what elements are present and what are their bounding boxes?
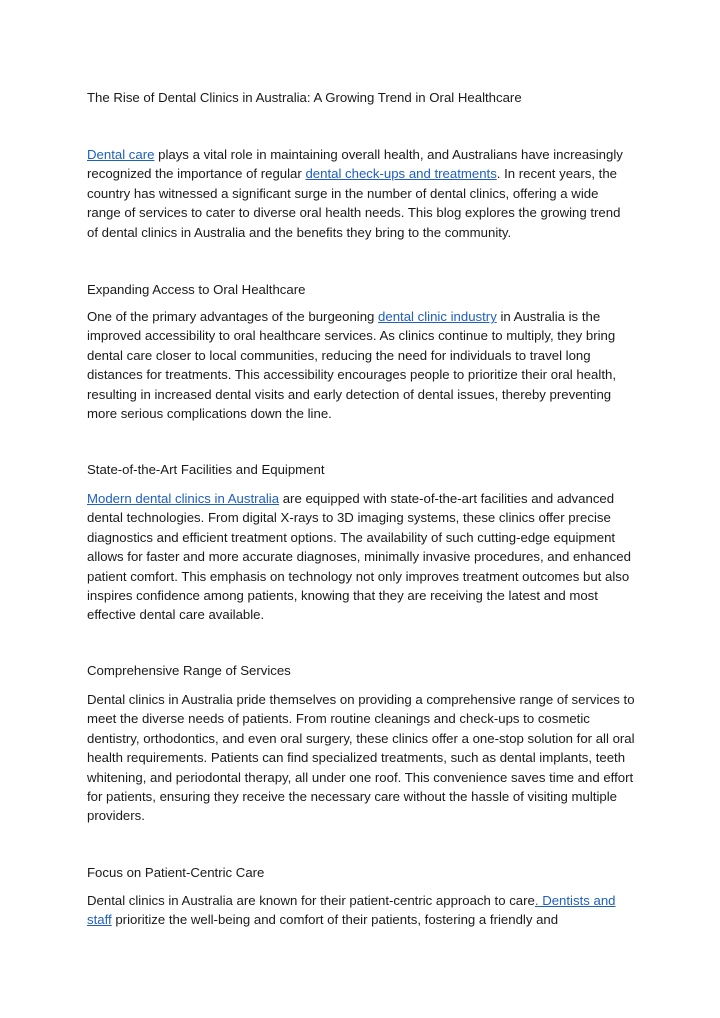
section-paragraph-expanding-access [87,307,635,423]
section4-text-1: Dental clinics in Australia are known for their patient-centric approach to care [87,893,535,908]
section1-text-1: One of the primary advantages of the burgeoning [87,309,379,324]
section3-text-1: Dental clinics in Australia pride themselves on providing a comprehensive range of services to meet the diverse needs of patients. From routine cleanings and check-ups to cosmetic dentistry, orthodontics, and even oral surgery, these clinics offer a one-stop solution for all oral health requirements. Patients can find specialized treatments, such as dental implants, teeth whitening, and periodontal therapy, all under one roof. This convenience saves time and effort for patients, ensuring they receive the necessary care without the hassle of visiting multiple providers. [87,692,635,824]
section1-text-2: in Australia is the improved accessibility to oral healthcare services. As clinics continue to multiply, they bring dental care closer to local communities, reducing the need for individuals to travel long distances for treatments. This accessibility encourages people to prioritize their oral health, resulting in increased dental visits and early detection of dental issues, thereby preventing more serious complications down the line. [87,309,616,422]
intro-paragraph [87,145,635,242]
section-heading-expanding-access: Expanding Access to Oral Healthcare [87,282,306,297]
section-paragraph-patient-care [87,891,635,930]
section4-text-2: prioritize the well-being and comfort of their patients, fostering a friendly and [111,912,559,928]
dentists-and-staff-link[interactable]: . Dentists and staff [87,893,616,928]
section-paragraph-services [87,690,635,826]
dental-care-link[interactable]: Dental care [87,147,155,162]
dental-checkups-link[interactable]: dental check-ups and treatments [305,166,497,182]
section-paragraph-facilities [87,489,635,625]
modern-dental-clinics-link[interactable]: Modern dental clinics in Australia [87,491,280,506]
section-heading-patient-care: Focus on Patient-Centric Care [87,865,265,880]
section-heading-services: Comprehensive Range of Services [87,663,291,678]
dental-clinic-industry-link[interactable]: dental clinic industry [378,309,497,324]
intro-text-2: . In recent years, the country has witnessed a significant surge in the number of dental clinics, offering a wide range of services to cater to diverse oral health needs. This blog explores the growing trend of dental clinics in Australia and the benefits they bring to the community. [87,166,621,240]
intro-text-1: plays a vital role in maintaining overall health, and Australians have increasingly recognized the importance of regular [87,147,623,182]
section-heading-facilities: State-of-the-Art Facilities and Equipment [87,462,325,477]
document-title: The Rise of Dental Clinics in Australia: A Growing Trend in Oral Healthcare [87,90,522,105]
section2-text-1: are equipped with state-of-the-art facilities and advanced dental technologies. From digital X-rays to 3D imaging systems, these clinics offer precise diagnostics and efficient treatment options. The availability of such cutting-edge equipment allows for faster and more accurate diagnoses, minimally invasive procedures, and enhanced patient comfort. This emphasis on technology not only improves treatment outcomes but also inspires confidence among patients, knowing that they are receiving the latest and most effective dental care available. [87,491,631,623]
